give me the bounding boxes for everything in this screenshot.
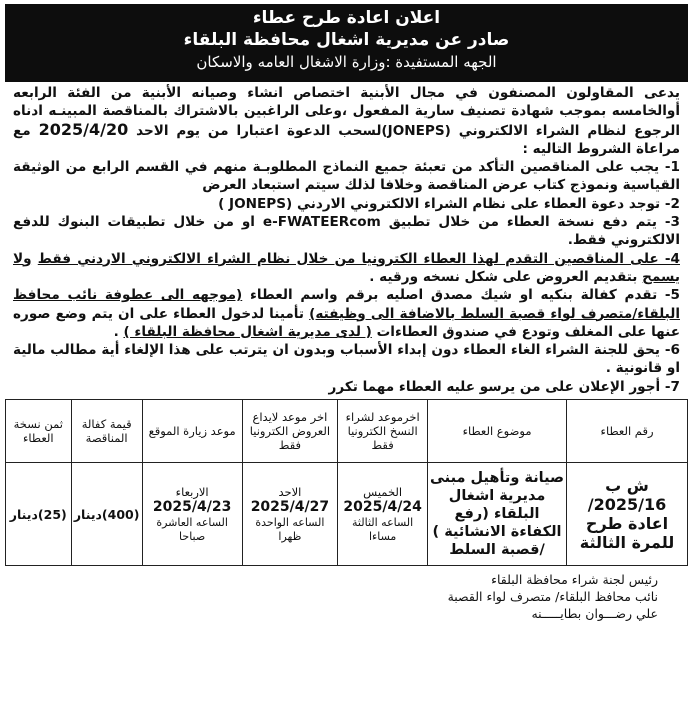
cell-site-visit <box>142 463 242 566</box>
cell-submission-deadline <box>242 463 338 566</box>
intro-paragraph <box>13 84 680 158</box>
table-row <box>6 463 688 566</box>
header-title: اعلان اعادة طرح عطاء <box>252 8 441 28</box>
condition-5-middle: تأمينا لدخول العطاء على ان يتم وضع صوره عنها على المغلف وتودع في صندوق العطاءات <box>13 305 680 340</box>
header-copy-price: ثمن نسخة العطاء <box>6 400 72 463</box>
cell-guarantee: (400)دينار <box>71 463 142 566</box>
condition-5-addressee: (موجهه الى عطوفة نائب محافظ البلقاء/متصرف لواء قصبة السلط بالاضافة الى وظيفته) <box>13 287 680 322</box>
header-site-visit: موعد زيارة الموقع <box>142 400 242 463</box>
condition-5-end: . <box>113 323 119 340</box>
header-beneficiary: الجهه المستفيدة :وزارة الاشغال العامه والاسكان <box>196 53 497 71</box>
visit-time: الساعه العاشرة صباحا <box>156 515 228 543</box>
condition-4-end: بتقديم العروض على شكل نسخه ورقيه . <box>369 268 638 285</box>
deadline-date: 2025/4/27 <box>250 498 330 515</box>
announcement-header <box>5 4 688 82</box>
tender-table <box>5 399 688 566</box>
header-submission-deadline: اخر موعد لايداع العروض الكترونيا فقط <box>242 400 338 463</box>
cell-copy-price: (25)دينار <box>6 463 72 566</box>
intro-date: 2025/4/20 <box>38 119 129 139</box>
deadline-time: الساعه الواحدة ظهرا <box>255 515 325 543</box>
cell-purchase-deadline <box>338 463 428 566</box>
condition-2: 2- توجد دعوة العطاء على نظام الشراء الالكتروني الاردني (JONEPS ) <box>218 195 680 212</box>
header-subject: موضوع العطاء <box>427 400 566 463</box>
header-guarantee: قيمة كفالة المناقصة <box>71 400 142 463</box>
condition-5 <box>13 286 680 341</box>
visit-day: الاربعاء <box>175 484 209 499</box>
condition-4-emphasis: ولا يسمح <box>13 250 680 285</box>
condition-4 <box>13 250 680 287</box>
signature-line-2: نائب محافظ البلقاء/ متصرف لواء القصبة <box>447 589 658 605</box>
header-ref: رقم العطاء <box>567 400 688 463</box>
header-purchase-deadline: اخرموعد لشراء النسخ الكترونيا فقط <box>338 400 428 463</box>
condition-5-location: ( لدى مديرية اشغال محافظة البلقاء ) <box>123 323 372 340</box>
signature-block <box>5 566 688 622</box>
purchase-date: 2025/4/24 <box>343 498 422 515</box>
cell-ref: ش ب 2025/16/ اعادة طرح للمرة الثالثة <box>567 463 688 566</box>
cell-subject: صيانة وتأهيل مبنى مديرية اشغال البلقاء (رفع الكفاءة الانشائية ) /قصبة السلط <box>427 463 566 566</box>
announcement-body <box>5 82 688 396</box>
purchase-day: الخميس <box>363 484 403 499</box>
condition-4-text: 4- على المناقصين التقدم لهذا العطاء الكترونيا من خلال نظام الشراء الالكتروني الاردني فقط <box>37 250 680 267</box>
condition-7: 7- أجور الإعلان على من يرسو عليه العطاء مهما تكرر <box>328 378 680 395</box>
visit-date: 2025/4/23 <box>152 498 232 515</box>
purchase-time: الساعه الثالثة مساءا <box>352 515 414 543</box>
condition-5-text: 5- تقدم كفالة بنكيه او شيك مصدق اصليه برقم واسم العطاء <box>249 287 681 304</box>
condition-3: 3- يتم دفع نسخة العطاء من خلال تطبيق e-FWATEERcom او من خلال تطبيقات البنوك للدفع الالكتروني فقط. <box>13 214 680 249</box>
table-header-row <box>6 400 688 463</box>
signature-line-1: رئيس لجنة شراء محافظة البلقاء <box>491 572 658 588</box>
intro-text-end: مع مراعاة الشروط التاليه : <box>13 122 680 157</box>
condition-1: 1- يجب على المناقصين التأكد من تعبئة جميع النماذج المطلوبـة منهم في القسم الرابع من الوثيقة القياسية ونموذج كتاب عرض المناقصة وخلافا لذلك سيتم استبعاد العرض <box>13 159 680 194</box>
header-issuer: صادر عن مديرية اشغال محافظة البلقاء <box>183 30 510 50</box>
condition-6: 6- يحق للجنة الشراء الغاء العطاء دون إبداء الأسباب وبدون ان يترتب على هذا الإلغاء أية مطالب مالية او قانونية . <box>13 342 680 377</box>
intro-text: يدعى المقاولون المصنفون في مجال الأبنية اختصاص انشاء وصيانه الأبنية من الفئة الرابعه أوالخامسه بموجب شهادة تصنيف سارية المفعول ،وعلى الراغبين بالاشتراك بالمناقصة المبينـه ادناه الرجوع لنظام الشراء الالكتروني (JONEPS)لسحب الدعوة اعتبارا من يوم الاحد <box>13 85 680 139</box>
signature-name: علي رضـــوان بطايـــــنه <box>531 606 658 622</box>
deadline-day: الاحد <box>278 484 302 499</box>
